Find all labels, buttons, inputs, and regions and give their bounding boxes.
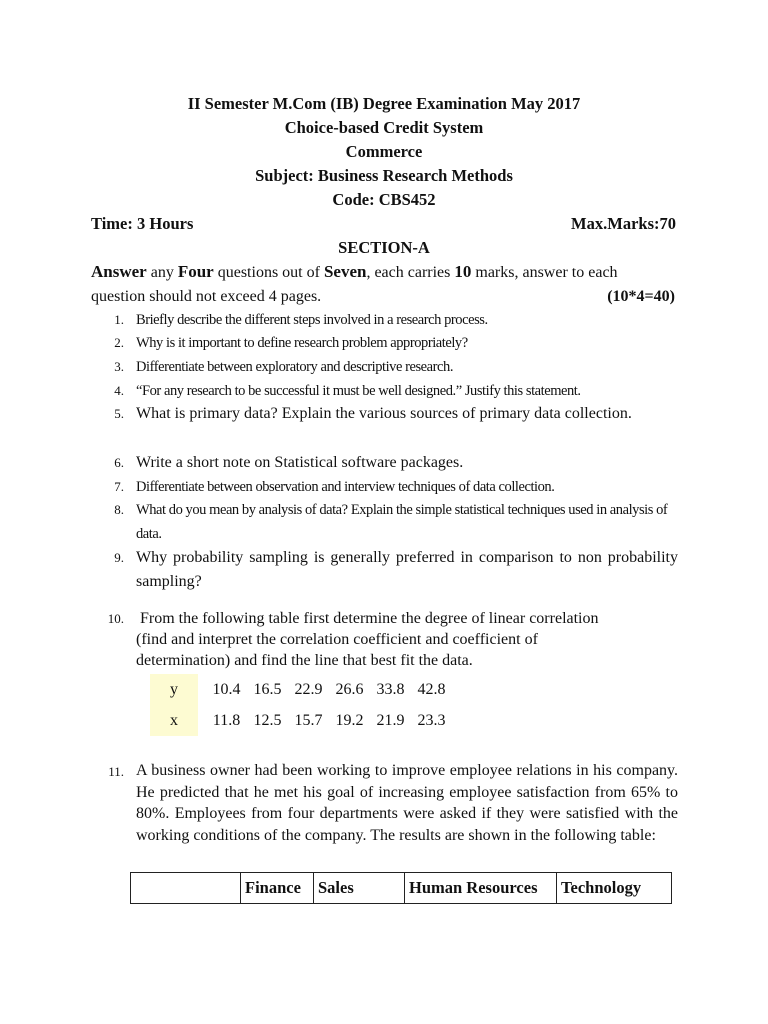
question-text: Differentiate between exploratory and descriptive research.: [136, 359, 453, 375]
instructions-line-2: [91, 284, 675, 309]
instructions-line-1: [91, 259, 679, 285]
question-text-line-3: determination) and find the line that best fit the data.: [136, 652, 473, 669]
question-text: Why is it important to define research problem appropriately?: [136, 335, 468, 351]
question-text-line-1: From the following table first determine the degree of linear correlation: [140, 610, 599, 627]
course-code: Code: CBS452: [332, 190, 436, 209]
blank-header-cell: [131, 873, 241, 904]
question-number: 9.: [114, 550, 124, 565]
table-cell: 10.4: [212, 680, 241, 698]
correlation-data-table: [150, 674, 456, 736]
table-cell: 15.7: [294, 711, 323, 729]
column-header: Technology: [557, 873, 672, 904]
table-cell: 22.9: [294, 680, 323, 698]
table-row: [150, 674, 456, 705]
table-cell: 16.5: [253, 680, 282, 698]
table-cell: 21.9: [376, 711, 405, 729]
question-number: 8.: [114, 502, 124, 517]
question-number: 5.: [114, 406, 124, 421]
table-cell: 33.8: [376, 680, 405, 698]
question-number: 10.: [107, 611, 124, 626]
table-row: [150, 705, 456, 736]
question-number: 7.: [114, 479, 124, 494]
exam-title: II Semester M.Com (IB) Degree Examination May 2017: [187, 94, 581, 113]
credit-system: Choice-based Credit System: [284, 118, 484, 137]
column-header: Finance: [241, 873, 314, 904]
max-marks: Max.Marks:70: [571, 214, 676, 233]
page-limit: question should not exceed 4 pages.: [91, 288, 322, 305]
column-header: Human Resources: [405, 873, 557, 904]
instr-seven: Seven: [323, 262, 367, 281]
question-number: 6.: [114, 455, 124, 470]
question-number: 2.: [114, 335, 124, 350]
exam-duration: Time: 3 Hours: [91, 214, 194, 233]
table-header-row: [131, 873, 672, 904]
question-text: Why probability sampling is generally preferred in comparison to non probability sampling?: [136, 549, 678, 590]
question-text: Briefly describe the different steps involved in a research process.: [136, 312, 488, 328]
question-text: What is primary data? Explain the various sources of primary data collection.: [136, 405, 632, 422]
question-number: 1.: [114, 312, 124, 327]
column-header: Sales: [314, 873, 405, 904]
table-cell: 11.8: [212, 711, 241, 729]
question-number: 4.: [114, 383, 124, 398]
question-number: 11.: [108, 764, 124, 779]
table-cell: 12.5: [253, 711, 282, 729]
instr-out-of: questions out of: [213, 264, 324, 281]
instr-ten: 10: [454, 262, 472, 281]
section-heading: SECTION-A: [338, 238, 430, 257]
faculty: Commerce: [345, 142, 423, 161]
table-cell: 23.3: [417, 711, 446, 729]
question-text: A business owner had been working to improve employee relations in his company. He predicted that he met his goal of increasing employee satisfaction from 65% to 80%. Employees from four departments were asked if they were satisfied with the working conditions of the company. The results are shown in the following table:: [136, 762, 678, 844]
table-cell: 42.8: [417, 680, 446, 698]
section-total-marks: (10*4=40): [607, 288, 675, 305]
instr-each: , each carries: [366, 264, 455, 281]
y-label-cell: y: [150, 674, 198, 705]
question-text-line-2: (find and interpret the correlation coefficient and coefficient of: [136, 631, 538, 648]
instr-any: any: [146, 264, 178, 281]
question-text: Write a short note on Statistical software packages.: [136, 454, 464, 471]
question-number: 3.: [114, 359, 124, 374]
instr-rest: marks, answer to each: [471, 264, 618, 281]
question-text: Differentiate between observation and interview techniques of data collection.: [136, 479, 555, 495]
table-cell: 19.2: [335, 711, 364, 729]
question-text: “For any research to be successful it must be well designed.” Justify this statement.: [136, 383, 581, 399]
instr-four: Four: [177, 262, 214, 281]
question-text: What do you mean by analysis of data? Explain the simple statistical techniques used in analysis of data.: [136, 502, 668, 542]
table-cell: 26.6: [335, 680, 364, 698]
instr-answer: Answer: [91, 262, 147, 281]
x-label-cell: x: [150, 705, 198, 736]
department-table: [130, 872, 672, 904]
subject: Subject: Business Research Methods: [255, 166, 513, 185]
